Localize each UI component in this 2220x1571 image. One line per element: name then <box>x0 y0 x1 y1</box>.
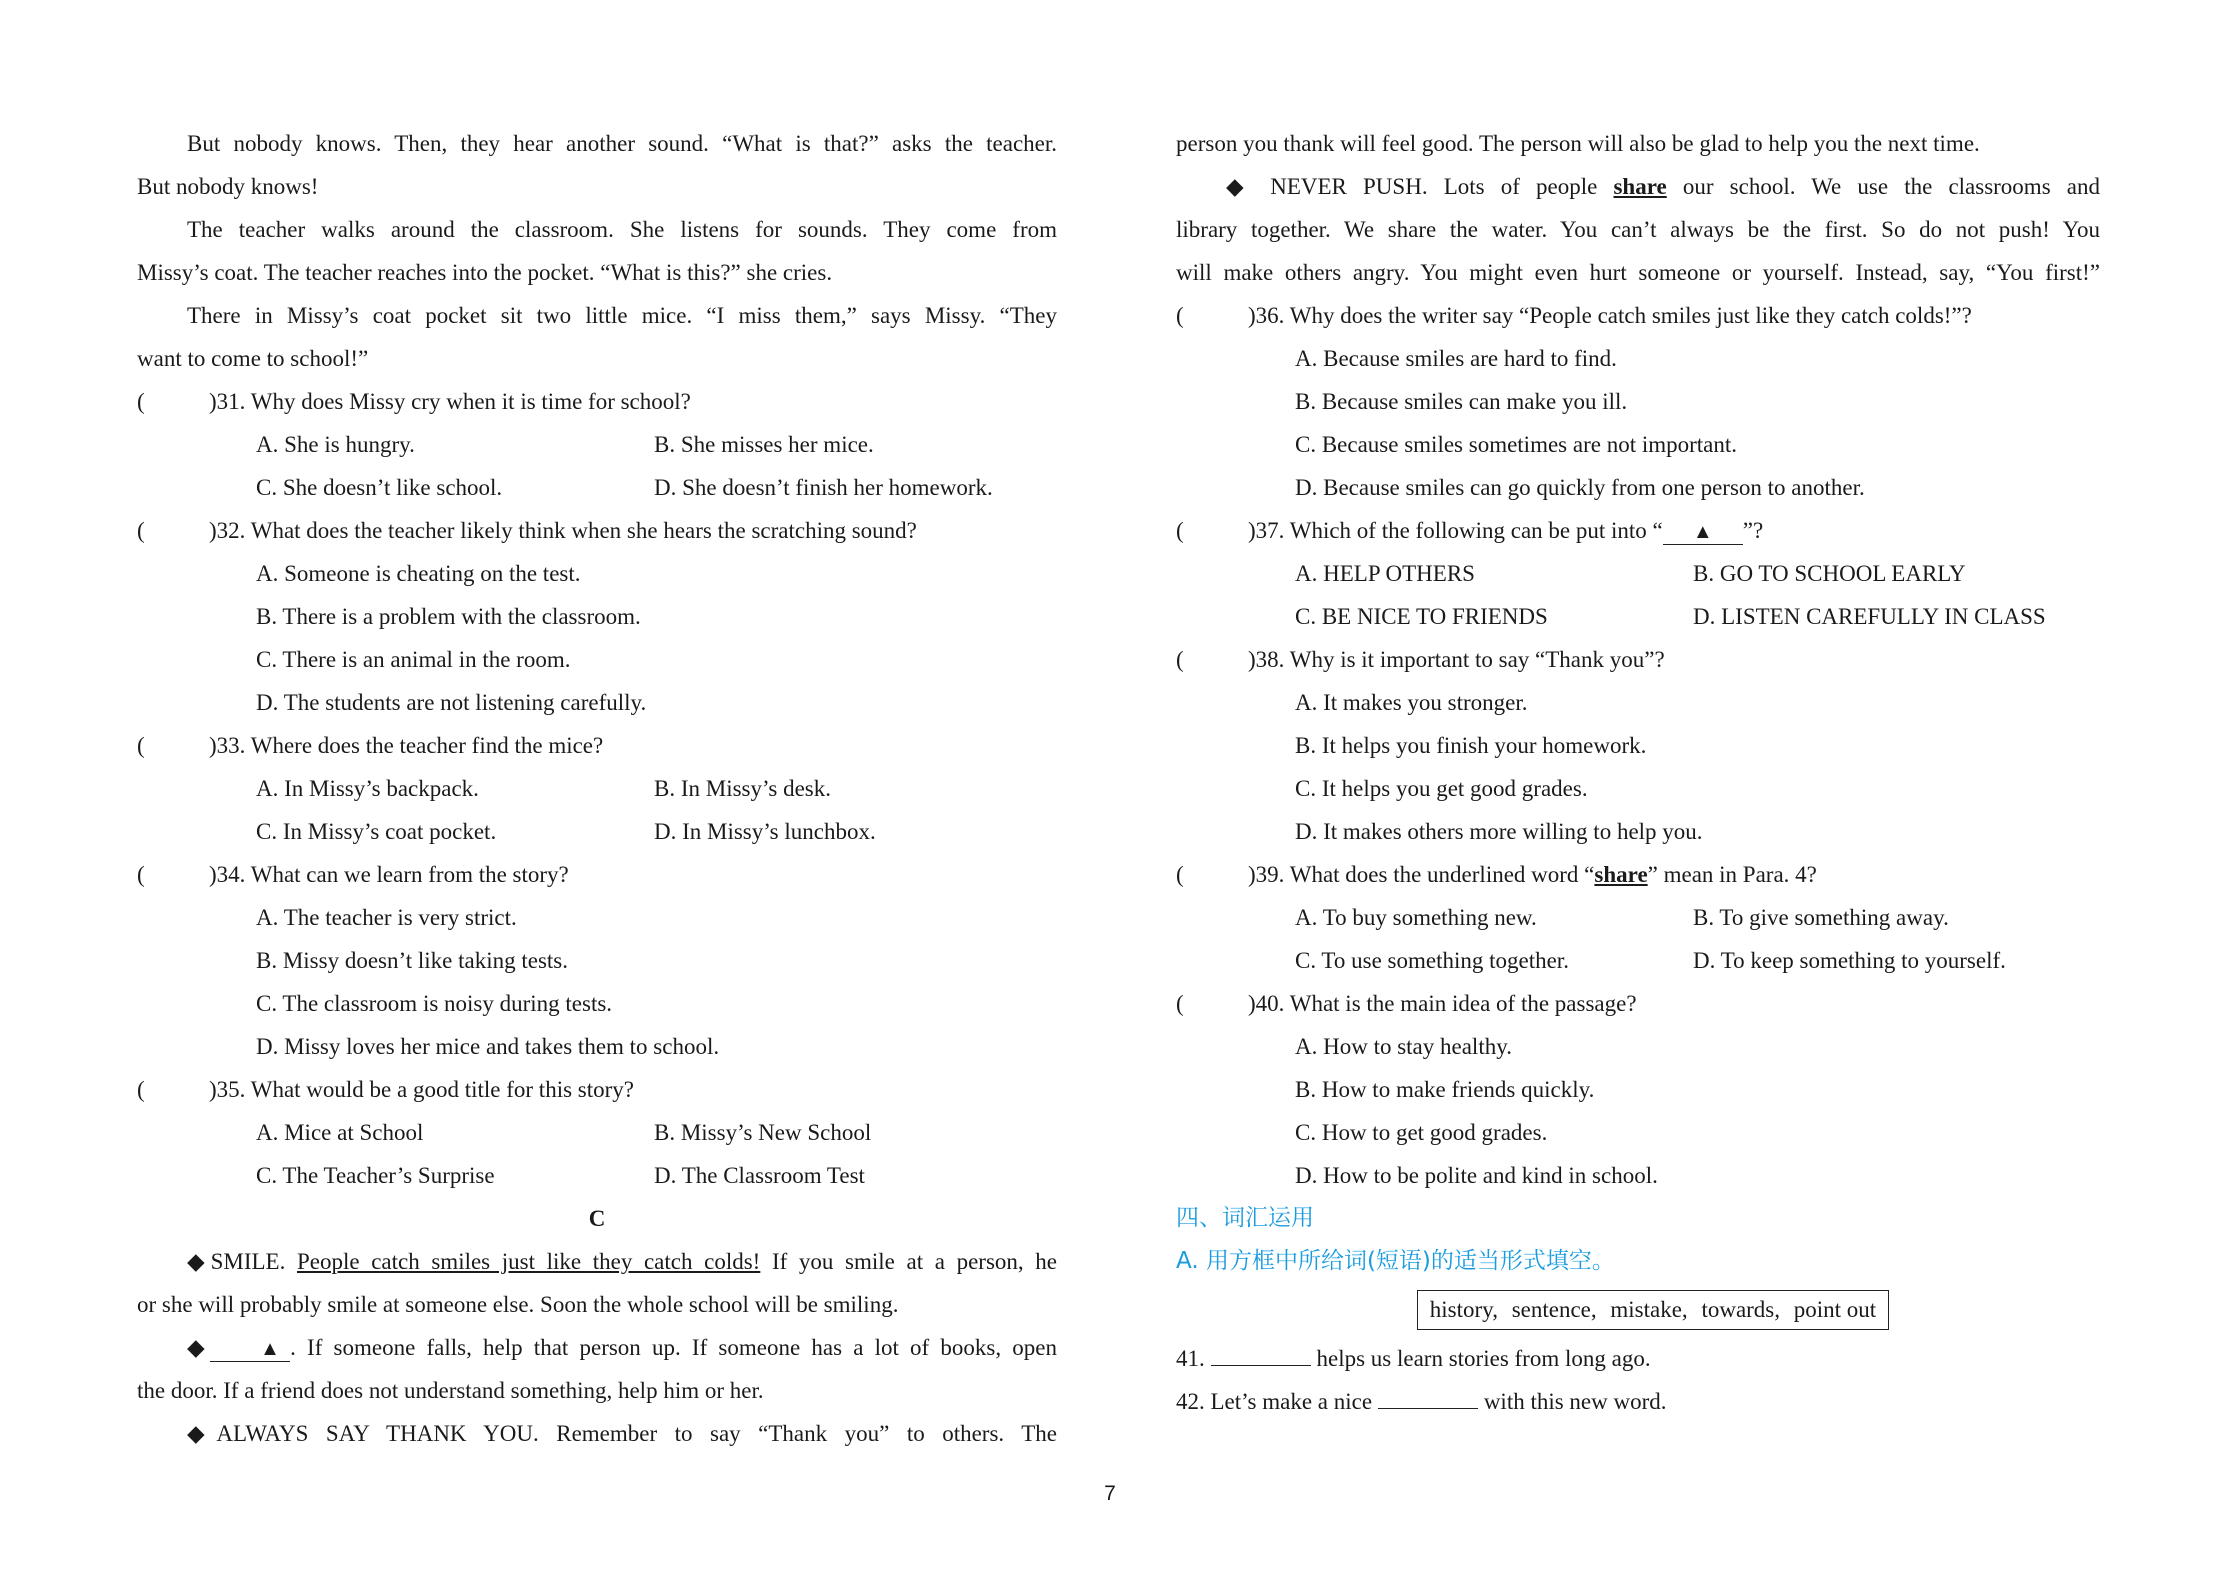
option-b: B. To give something away. <box>1693 905 1949 930</box>
option-c: C. How to get good grades. <box>1295 1120 1548 1145</box>
option-row <box>137 810 1057 853</box>
diamond-bullet: ◆ <box>187 1335 211 1360</box>
option-d: D. Missy loves her mice and takes them to school. <box>256 1034 720 1059</box>
paragraph-line: or she will probably smile at someone else. Soon the whole school will be smiling. <box>137 1292 899 1317</box>
question-text: )33. Where does the teacher find the mice? <box>209 733 604 758</box>
section-4-title: 四、词汇运用 <box>1176 1205 1314 1231</box>
option-a: A. It makes you stronger. <box>1295 690 1528 715</box>
underlined-word-share: share <box>1594 862 1648 887</box>
fill-blank-41[interactable] <box>1211 1341 1311 1366</box>
word-box-item: history, <box>1429 1297 1498 1322</box>
option-row <box>1176 939 2100 982</box>
question-text: )31. Why does Missy cry when it is time for school? <box>209 389 691 414</box>
question-text <box>1248 853 1817 896</box>
word-box-item: point out <box>1793 1297 1877 1322</box>
option-d: D. The students are not listening carefully. <box>256 690 647 715</box>
paragraph-line: But nobody knows. Then, they hear another sound. “What is that?” asks the teacher. <box>187 131 1057 156</box>
paragraph-line: person you thank will feel good. The person will also be glad to help you the next time. <box>1176 131 1980 156</box>
question-38 <box>1176 638 2100 681</box>
question-36 <box>1176 294 2100 337</box>
paragraph-line: The teacher walks around the classroom. She listens for sounds. They come from <box>187 217 1057 242</box>
option-b: B. It helps you finish your homework. <box>1295 733 1647 758</box>
question-number: 41. <box>1176 1346 1211 1371</box>
option-d: D. In Missy’s lunchbox. <box>654 819 876 844</box>
push-paragraph <box>1176 165 2100 208</box>
option-b: B. She misses her mice. <box>654 432 874 457</box>
triangle-icon: ▲ <box>260 1338 280 1360</box>
option-b: B. Because smiles can make you ill. <box>1295 389 1628 414</box>
option-a: A. Mice at School <box>256 1120 424 1145</box>
question-39 <box>1176 853 2100 896</box>
push-prefix: ◆ NEVER PUSH. Lots of people <box>1226 174 1614 199</box>
option-b: B. In Missy’s desk. <box>654 776 831 801</box>
option-row <box>1176 595 2100 638</box>
thanks-paragraph: ◆ALWAYS SAY THANK YOU. Remember to say “Thank you” to others. The <box>187 1421 1057 1446</box>
question-35 <box>137 1068 1057 1111</box>
question-text-pre: 42. Let’s make a nice <box>1176 1389 1378 1414</box>
blank-placeholder <box>1663 519 1743 545</box>
smile-paragraph <box>137 1240 1057 1283</box>
answer-bracket[interactable]: ( <box>137 733 145 758</box>
option-row <box>137 1154 1057 1197</box>
word-box-item: towards, <box>1701 1297 1781 1322</box>
question-text-post: ” mean in Para. 4? <box>1647 862 1817 887</box>
question-text: )38. Why is it important to say “Thank you”? <box>1248 647 1665 672</box>
smile-prefix: ◆SMILE. <box>187 1249 297 1274</box>
option-row <box>137 767 1057 810</box>
help-paragraph <box>137 1326 1057 1369</box>
option-d: D. It makes others more willing to help you. <box>1295 819 1703 844</box>
option-c: C. The classroom is noisy during tests. <box>256 991 613 1016</box>
option-b: B. GO TO SCHOOL EARLY <box>1693 561 1966 586</box>
option-a: A. Because smiles are hard to find. <box>1295 346 1617 371</box>
fill-blank-42[interactable] <box>1378 1384 1478 1409</box>
blank-36-answer[interactable] <box>210 1336 290 1362</box>
right-column <box>1176 122 2100 1423</box>
option-b: B. Missy doesn’t like taking tests. <box>256 948 568 973</box>
option-a: A. She is hungry. <box>256 432 415 457</box>
option-a: A. The teacher is very strict. <box>256 905 517 930</box>
help-suffix: . If someone falls, help that person up. If someone has a lot of books, open <box>290 1335 1057 1360</box>
paragraph-line: want to come to school!” <box>137 346 369 371</box>
answer-bracket[interactable]: ( <box>137 1077 145 1102</box>
option-c: C. In Missy’s coat pocket. <box>256 819 497 844</box>
question-40 <box>1176 982 2100 1025</box>
question-text: )34. What can we learn from the story? <box>209 862 569 887</box>
answer-bracket[interactable]: ( <box>1176 518 1184 543</box>
section-heading-c: C <box>588 1206 606 1231</box>
option-d: D. She doesn’t finish her homework. <box>654 475 993 500</box>
option-c: C. It helps you get good grades. <box>1295 776 1588 801</box>
option-d: D. How to be polite and kind in school. <box>1295 1163 1658 1188</box>
option-c: C. She doesn’t like school. <box>256 475 503 500</box>
paragraph-line: Missy’s coat. The teacher reaches into the pocket. “What is this?” she cries. <box>137 260 833 285</box>
question-text-post: ”? <box>1742 518 1764 543</box>
option-row <box>1176 896 2100 939</box>
section-4-instruction: A. 用方框中所给词(短语)的适当形式填空。 <box>1176 1248 1615 1274</box>
word-box-item: sentence, <box>1511 1297 1597 1322</box>
question-42 <box>1176 1380 2100 1423</box>
option-row <box>137 1111 1057 1154</box>
option-row <box>137 423 1057 466</box>
paragraph-line: But nobody knows! <box>137 174 319 199</box>
option-b: B. There is a problem with the classroom. <box>256 604 641 629</box>
option-a: A. Someone is cheating on the test. <box>256 561 581 586</box>
answer-bracket[interactable]: ( <box>1176 303 1184 328</box>
question-33 <box>137 724 1057 767</box>
underlined-sentence: People catch smiles just like they catch colds! <box>296 1249 761 1274</box>
option-d: D. The Classroom Test <box>654 1163 865 1188</box>
page-number: 7 <box>1104 1482 1116 1505</box>
question-text: helps us learn stories from long ago. <box>1316 1346 1651 1371</box>
paragraph-line: There in Missy’s coat pocket sit two little mice. “I miss them,” says Missy. “They <box>187 303 1057 328</box>
answer-bracket[interactable]: ( <box>1176 991 1184 1016</box>
option-c: C. Because smiles sometimes are not important. <box>1295 432 1738 457</box>
option-a: A. To buy something new. <box>1295 905 1537 930</box>
option-d: D. LISTEN CAREFULLY IN CLASS <box>1693 604 2046 629</box>
word-box <box>1417 1290 1889 1330</box>
answer-bracket[interactable]: ( <box>1176 647 1184 672</box>
paragraph-line: library together. We share the water. You can’t always be the first. So do not push! You <box>1176 217 2100 242</box>
question-text-post: with this new word. <box>1483 1389 1667 1414</box>
smile-suffix: If you smile at a person, he <box>760 1249 1058 1274</box>
answer-bracket[interactable]: ( <box>137 862 145 887</box>
question-text-pre: )37. Which of the following can be put into “ <box>1248 518 1663 543</box>
option-d: D. To keep something to yourself. <box>1693 948 2006 973</box>
paragraph-line: will make others angry. You might even hurt someone or yourself. Instead, say, “You first!” <box>1176 260 2100 285</box>
option-b: B. Missy’s New School <box>654 1120 872 1145</box>
question-37 <box>1176 509 2100 552</box>
underlined-word-share: share <box>1613 174 1667 199</box>
option-c: C. There is an animal in the room. <box>256 647 571 672</box>
question-31 <box>137 380 1057 423</box>
question-34 <box>137 853 1057 896</box>
word-box-row <box>1176 1283 2100 1337</box>
left-column <box>137 122 1057 1455</box>
question-text: )35. What would be a good title for this story? <box>209 1077 634 1102</box>
option-c: C. The Teacher’s Surprise <box>256 1163 495 1188</box>
option-a: A. How to stay healthy. <box>1295 1034 1512 1059</box>
question-text: )36. Why does the writer say “People catch smiles just like they catch colds!”? <box>1248 303 1972 328</box>
word-box-item: mistake, <box>1610 1297 1688 1322</box>
question-text-pre: )39. What does the underlined word “ <box>1248 862 1595 887</box>
answer-bracket[interactable]: ( <box>1176 862 1184 887</box>
option-c: C. BE NICE TO FRIENDS <box>1295 604 1548 629</box>
option-row <box>1176 552 2100 595</box>
question-32 <box>137 509 1057 552</box>
option-a: A. In Missy’s backpack. <box>256 776 479 801</box>
question-text: )40. What is the main idea of the passage? <box>1248 991 1637 1016</box>
question-text: )32. What does the teacher likely think when she hears the scratching sound? <box>209 518 917 543</box>
triangle-icon: ▲ <box>1692 521 1713 543</box>
option-d: D. Because smiles can go quickly from one person to another. <box>1295 475 1865 500</box>
question-41 <box>1176 1337 2100 1380</box>
answer-bracket[interactable]: ( <box>137 389 145 414</box>
push-suffix: our school. We use the classrooms and <box>1666 174 2100 199</box>
option-row <box>137 466 1057 509</box>
option-c: C. To use something together. <box>1295 948 1569 973</box>
option-a: A. HELP OTHERS <box>1295 561 1475 586</box>
question-text <box>1248 509 1763 552</box>
option-b: B. How to make friends quickly. <box>1295 1077 1595 1102</box>
paragraph-line: the door. If a friend does not understand something, help him or her. <box>137 1378 764 1403</box>
answer-bracket[interactable]: ( <box>137 518 145 543</box>
